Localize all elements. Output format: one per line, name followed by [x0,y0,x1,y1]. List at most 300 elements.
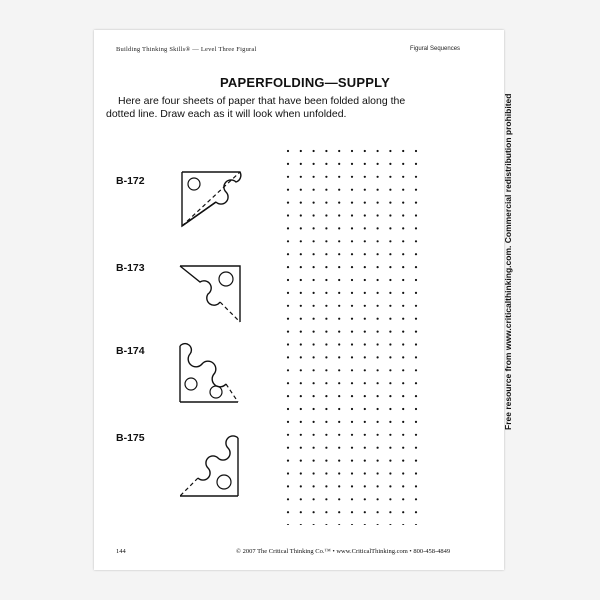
grid-dot [364,460,366,462]
grid-dot [313,266,315,268]
grid-dot [338,279,340,281]
grid-dot [389,382,391,384]
grid-dot [338,356,340,358]
grid-dot [287,343,289,345]
grid-dot [287,460,289,462]
grid-dot [415,343,417,345]
grid-dot [351,292,353,294]
grid-dot [313,524,315,525]
grid-dot [287,472,289,474]
grid-dot [377,343,379,345]
grid-dot [377,511,379,513]
grid-dot [325,498,327,500]
grid-dot [402,395,404,397]
grid-dot [325,343,327,345]
grid-dot [338,382,340,384]
grid-dot [338,318,340,320]
grid-dot [313,408,315,410]
grid-dot [300,292,302,294]
grid-dot [300,227,302,229]
grid-dot [351,447,353,449]
grid-dot [415,331,417,333]
grid-dot [377,279,379,281]
grid-dot [402,498,404,500]
grid-dot [313,292,315,294]
grid-dot [402,511,404,513]
grid-dot [389,202,391,204]
grid-dot [402,163,404,165]
grid-dot [377,227,379,229]
grid-dot [300,240,302,242]
grid-dot [287,214,289,216]
grid-dot [351,331,353,333]
grid-dot [351,305,353,307]
grid-dot [377,331,379,333]
grid-dot [338,292,340,294]
grid-dot [338,189,340,191]
grid-dot [415,227,417,229]
grid-dot [402,343,404,345]
grid-dot [300,524,302,525]
grid-dot [389,279,391,281]
grid-dot [313,498,315,500]
grid-dot [415,460,417,462]
grid-dot [402,460,404,462]
grid-dot [402,382,404,384]
grid-dot [377,356,379,358]
grid-dot [402,214,404,216]
grid-dot [325,292,327,294]
grid-dot [338,511,340,513]
grid-dot [287,266,289,268]
grid-dot [351,460,353,462]
grid-dot [313,434,315,436]
grid-dot [325,356,327,358]
grid-dot [325,253,327,255]
grid-dot [415,369,417,371]
grid-dot [351,421,353,423]
grid-dot [313,382,315,384]
grid-dot [377,485,379,487]
grid-dot [402,421,404,423]
grid-dot [287,331,289,333]
grid-dot [402,189,404,191]
grid-dot [389,395,391,397]
grid-dot [364,176,366,178]
grid-dot [287,524,289,525]
grid-dot [338,150,340,152]
grid-dot [415,202,417,204]
grid-dot [402,240,404,242]
grid-dot [338,331,340,333]
grid-dot [300,343,302,345]
grid-dot [402,227,404,229]
grid-dot [389,163,391,165]
grid-dot [389,524,391,525]
grid-dot [287,163,289,165]
grid-dot [415,472,417,474]
grid-dot [415,511,417,513]
grid-dot [338,369,340,371]
grid-dot [389,305,391,307]
grid-dot [338,163,340,165]
grid-dot [287,498,289,500]
grid-dot [313,150,315,152]
grid-dot [313,305,315,307]
grid-dot [415,189,417,191]
grid-dot [351,498,353,500]
grid-dot [325,421,327,423]
grid-dot [415,266,417,268]
grid-dot [300,189,302,191]
grid-dot [300,356,302,358]
grid-dot [287,279,289,281]
grid-dot [402,485,404,487]
grid-dot [300,305,302,307]
grid-dot [325,369,327,371]
grid-dot [364,227,366,229]
dot-grid-answer-area[interactable] [280,145,420,525]
grid-dot [338,202,340,204]
folded-paper-figure-b175 [176,434,246,504]
grid-dot [351,150,353,152]
grid-dot [325,150,327,152]
grid-dot [415,524,417,525]
grid-dot [351,369,353,371]
grid-dot [402,356,404,358]
grid-dot [364,214,366,216]
grid-dot [415,408,417,410]
grid-dot [415,434,417,436]
grid-dot [351,202,353,204]
grid-dot [287,395,289,397]
grid-dot [300,214,302,216]
grid-dot [325,460,327,462]
grid-dot [338,485,340,487]
grid-dot [313,421,315,423]
grid-dot [364,395,366,397]
grid-dot [402,434,404,436]
grid-dot [351,253,353,255]
grid-dot [364,356,366,358]
grid-dot [325,408,327,410]
grid-dot [300,485,302,487]
grid-dot [287,485,289,487]
grid-dot [389,189,391,191]
grid-dot [377,369,379,371]
grid-dot [377,447,379,449]
grid-dot [287,369,289,371]
grid-dot [402,150,404,152]
grid-dot [313,214,315,216]
header-section-title: Figural Sequences [410,46,461,52]
grid-dot [338,524,340,525]
grid-dot [389,266,391,268]
grid-dot [325,395,327,397]
grid-dot [389,343,391,345]
grid-dot [325,485,327,487]
grid-dot [338,240,340,242]
grid-dot [300,472,302,474]
grid-dot [364,524,366,525]
grid-dot [364,472,366,474]
grid-dot [389,214,391,216]
grid-dot [364,369,366,371]
grid-dot [364,408,366,410]
grid-dot [325,279,327,281]
grid-dot [364,305,366,307]
grid-dot [287,511,289,513]
grid-dot [389,240,391,242]
grid-dot [377,253,379,255]
grid-dot [287,176,289,178]
grid-dot [377,421,379,423]
grid-dot [300,279,302,281]
grid-dot [300,369,302,371]
grid-dot [300,382,302,384]
grid-dot [287,227,289,229]
grid-dot [351,163,353,165]
grid-dot [364,331,366,333]
grid-dot [377,408,379,410]
grid-dot [364,202,366,204]
grid-dot [415,176,417,178]
problem-label-b172: B-172 [116,175,145,187]
grid-dot [402,318,404,320]
grid-dot [351,472,353,474]
grid-dot [313,356,315,358]
grid-dot [415,253,417,255]
grid-dot [364,421,366,423]
grid-dot [300,318,302,320]
grid-dot [313,511,315,513]
grid-dot [351,266,353,268]
grid-dot [287,421,289,423]
grid-dot [415,150,417,152]
page-title: PAPERFOLDING—SUPPLY [220,75,390,90]
grid-dot [287,202,289,204]
grid-dot [389,356,391,358]
grid-dot [402,176,404,178]
grid-dot [287,434,289,436]
grid-dot [389,498,391,500]
grid-dot [364,447,366,449]
folded-paper-figure-b172 [178,166,248,236]
grid-dot [351,318,353,320]
grid-dot [338,176,340,178]
grid-dot [313,485,315,487]
grid-dot [325,305,327,307]
grid-dot [325,202,327,204]
grid-dot [325,240,327,242]
grid-dot [389,292,391,294]
grid-dot [364,279,366,281]
grid-dot [313,472,315,474]
problem-label-b175: B-175 [116,432,145,444]
grid-dot [364,292,366,294]
grid-dot [402,266,404,268]
grid-dot [377,176,379,178]
grid-dot [338,472,340,474]
footer-copyright: © 2007 The Critical Thinking Co.™ • www.CriticalThinking.com • 800-458-4849 [236,548,451,555]
grid-dot [338,266,340,268]
grid-dot [389,331,391,333]
grid-dot [415,279,417,281]
folded-paper-figure-b174 [176,340,246,410]
grid-dot [325,163,327,165]
grid-dot [377,524,379,525]
grid-dot [313,447,315,449]
grid-dot [415,485,417,487]
grid-dot [287,253,289,255]
grid-dot [351,343,353,345]
folded-paper-figure-b173 [176,258,246,328]
grid-dot [402,447,404,449]
grid-dot [377,434,379,436]
grid-dot [325,227,327,229]
grid-dot [377,395,379,397]
side-redistribution-note: Free resource from www.criticalthinking.com. Commercial redistribution prohibited [503,93,513,430]
grid-dot [377,150,379,152]
page-number: 144 [116,548,126,555]
grid-dot [313,240,315,242]
grid-dot [415,305,417,307]
grid-dot [300,408,302,410]
grid-dot [415,421,417,423]
grid-dot [313,202,315,204]
grid-dot [300,202,302,204]
grid-dot [364,511,366,513]
grid-dot [300,266,302,268]
grid-dot [287,318,289,320]
grid-dot [338,395,340,397]
grid-dot [287,240,289,242]
grid-dot [377,305,379,307]
grid-dot [287,150,289,152]
grid-dot [377,266,379,268]
grid-dot [389,472,391,474]
grid-dot [389,434,391,436]
grid-dot [402,305,404,307]
grid-dot [351,434,353,436]
grid-dot [415,163,417,165]
grid-dot [415,498,417,500]
grid-dot [389,253,391,255]
grid-dot [351,214,353,216]
grid-dot [351,382,353,384]
grid-dot [377,318,379,320]
problem-label-b173: B-173 [116,262,145,274]
grid-dot [287,189,289,191]
grid-dot [351,408,353,410]
grid-dot [377,214,379,216]
grid-dot [389,460,391,462]
grid-dot [313,227,315,229]
grid-dot [402,202,404,204]
grid-dot [325,318,327,320]
grid-dot [300,511,302,513]
grid-dot [351,227,353,229]
grid-dot [300,421,302,423]
grid-dot [338,434,340,436]
grid-dot [377,292,379,294]
grid-dot [338,447,340,449]
grid-dot [338,460,340,462]
grid-dot [415,356,417,358]
grid-dot [389,421,391,423]
grid-dot [364,318,366,320]
grid-dot [313,318,315,320]
grid-dot [351,485,353,487]
header-book-title: Building Thinking Skills® — Level Three Figural [116,46,257,53]
grid-dot [313,395,315,397]
grid-dot [325,266,327,268]
grid-dot [338,214,340,216]
grid-dot [325,189,327,191]
grid-dot [313,343,315,345]
grid-dot [389,150,391,152]
grid-dot [377,240,379,242]
grid-dot [364,163,366,165]
grid-dot [377,460,379,462]
grid-dot [415,395,417,397]
grid-dot [300,434,302,436]
grid-dot [364,485,366,487]
grid-dot [351,356,353,358]
grid-dot [313,331,315,333]
grid-dot [415,382,417,384]
grid-dot [415,318,417,320]
grid-dot [300,331,302,333]
grid-dot [351,279,353,281]
grid-dot [402,253,404,255]
grid-dot [402,331,404,333]
grid-dot [300,163,302,165]
grid-dot [325,472,327,474]
grid-dot [364,253,366,255]
grid-dot [415,292,417,294]
grid-dot [300,176,302,178]
grid-dot [325,331,327,333]
grid-dot [313,460,315,462]
grid-dot [300,253,302,255]
grid-dot [415,240,417,242]
grid-dot [287,382,289,384]
grid-dot [351,189,353,191]
grid-dot [338,408,340,410]
grid-dot [389,511,391,513]
grid-dot [351,176,353,178]
grid-dot [313,163,315,165]
grid-dot [389,408,391,410]
grid-dot [364,498,366,500]
grid-dot [402,472,404,474]
grid-dot [364,434,366,436]
grid-dot [338,253,340,255]
grid-dot [325,176,327,178]
grid-dot [389,318,391,320]
grid-dot [389,227,391,229]
grid-dot [364,240,366,242]
grid-dot [364,266,366,268]
grid-dot [364,189,366,191]
grid-dot [402,279,404,281]
grid-dot [287,356,289,358]
grid-dot [377,163,379,165]
grid-dot [313,369,315,371]
grid-dot [313,189,315,191]
grid-dot [338,227,340,229]
